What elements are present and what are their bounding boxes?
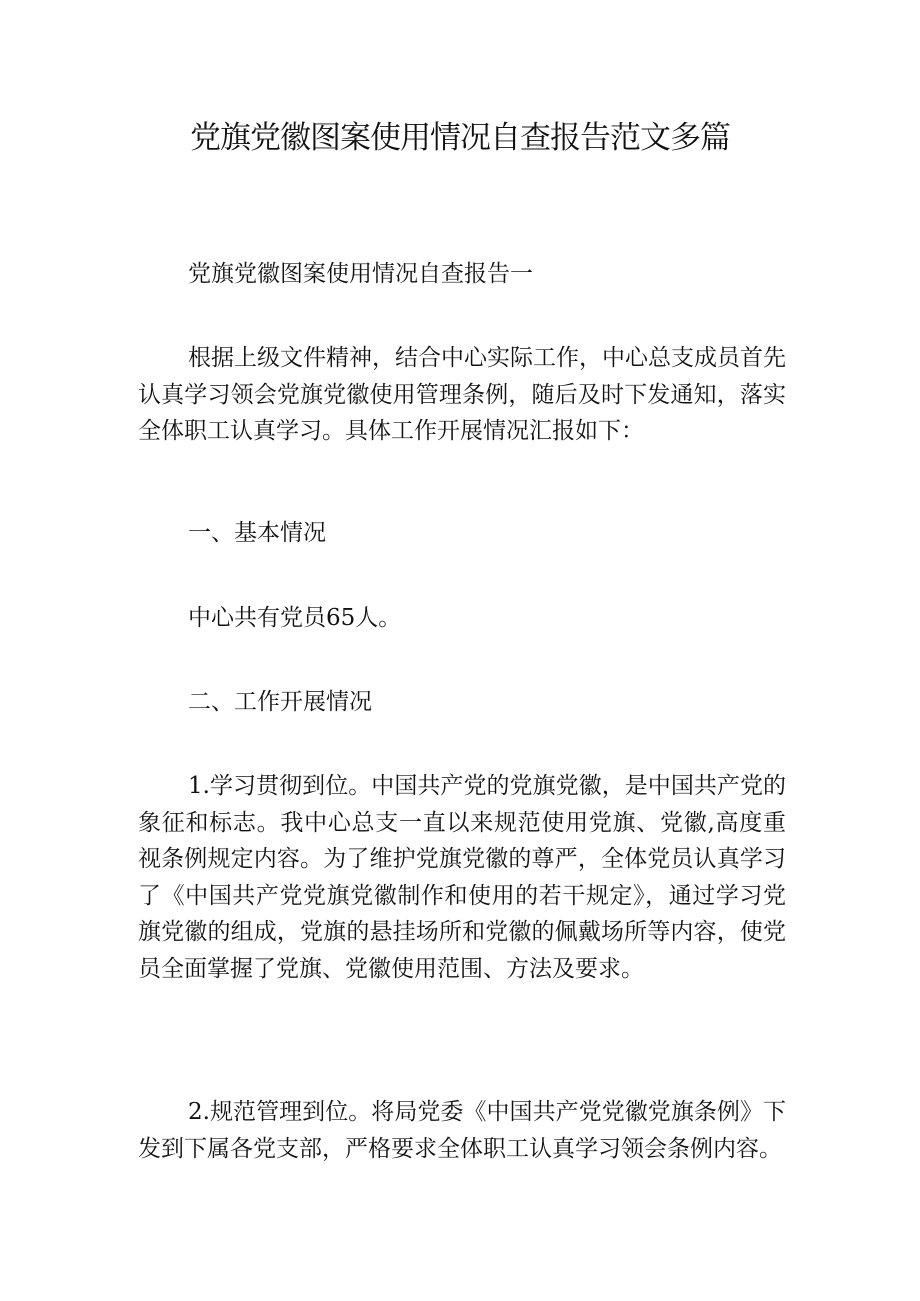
- work-item-paragraph: 1.学习贯彻到位。中国共产党的党旗党徽，是中国共产党的象征和标志。我中心总支一直以来规范使用党旗、党徽,高度重视条例规定内容。为了维护党旗党徽的尊严，全体党员认真学习了《中国共产党党旗党徽制作和使用的若干规定》，通过学习党旗党徽的组成，党旗的悬挂场所和党徽的佩戴场所等内容，使党员全面掌握了党旗、党徽使用范围、方法及要求。: [138, 773, 786, 982]
- section-heading-basic: 一、基本情况: [188, 520, 326, 546]
- section-basic-text: 中心共有党员65人。: [188, 605, 402, 631]
- report-subtitle: 党旗党徽图案使用情况自查报告一: [188, 261, 533, 287]
- section-heading-work: 二、工作开展情况: [188, 689, 372, 715]
- intro-paragraph: 根据上级文件精神，结合中心实际工作，中心总支成员首先认真学习领会党旗党徽使用管理条例，随后及时下发通知，落实全体职工认真学习。具体工作开展情况汇报如下：: [138, 345, 786, 444]
- work-item-paragraph: 2.规范管理到位。将局党委《中国共产党党徽党旗条例》下发到下属各党支部，严格要求全体职工认真学习领会条例内容。: [138, 1099, 786, 1162]
- document-title: 党旗党徽图案使用情况自查报告范文多篇: [190, 120, 730, 156]
